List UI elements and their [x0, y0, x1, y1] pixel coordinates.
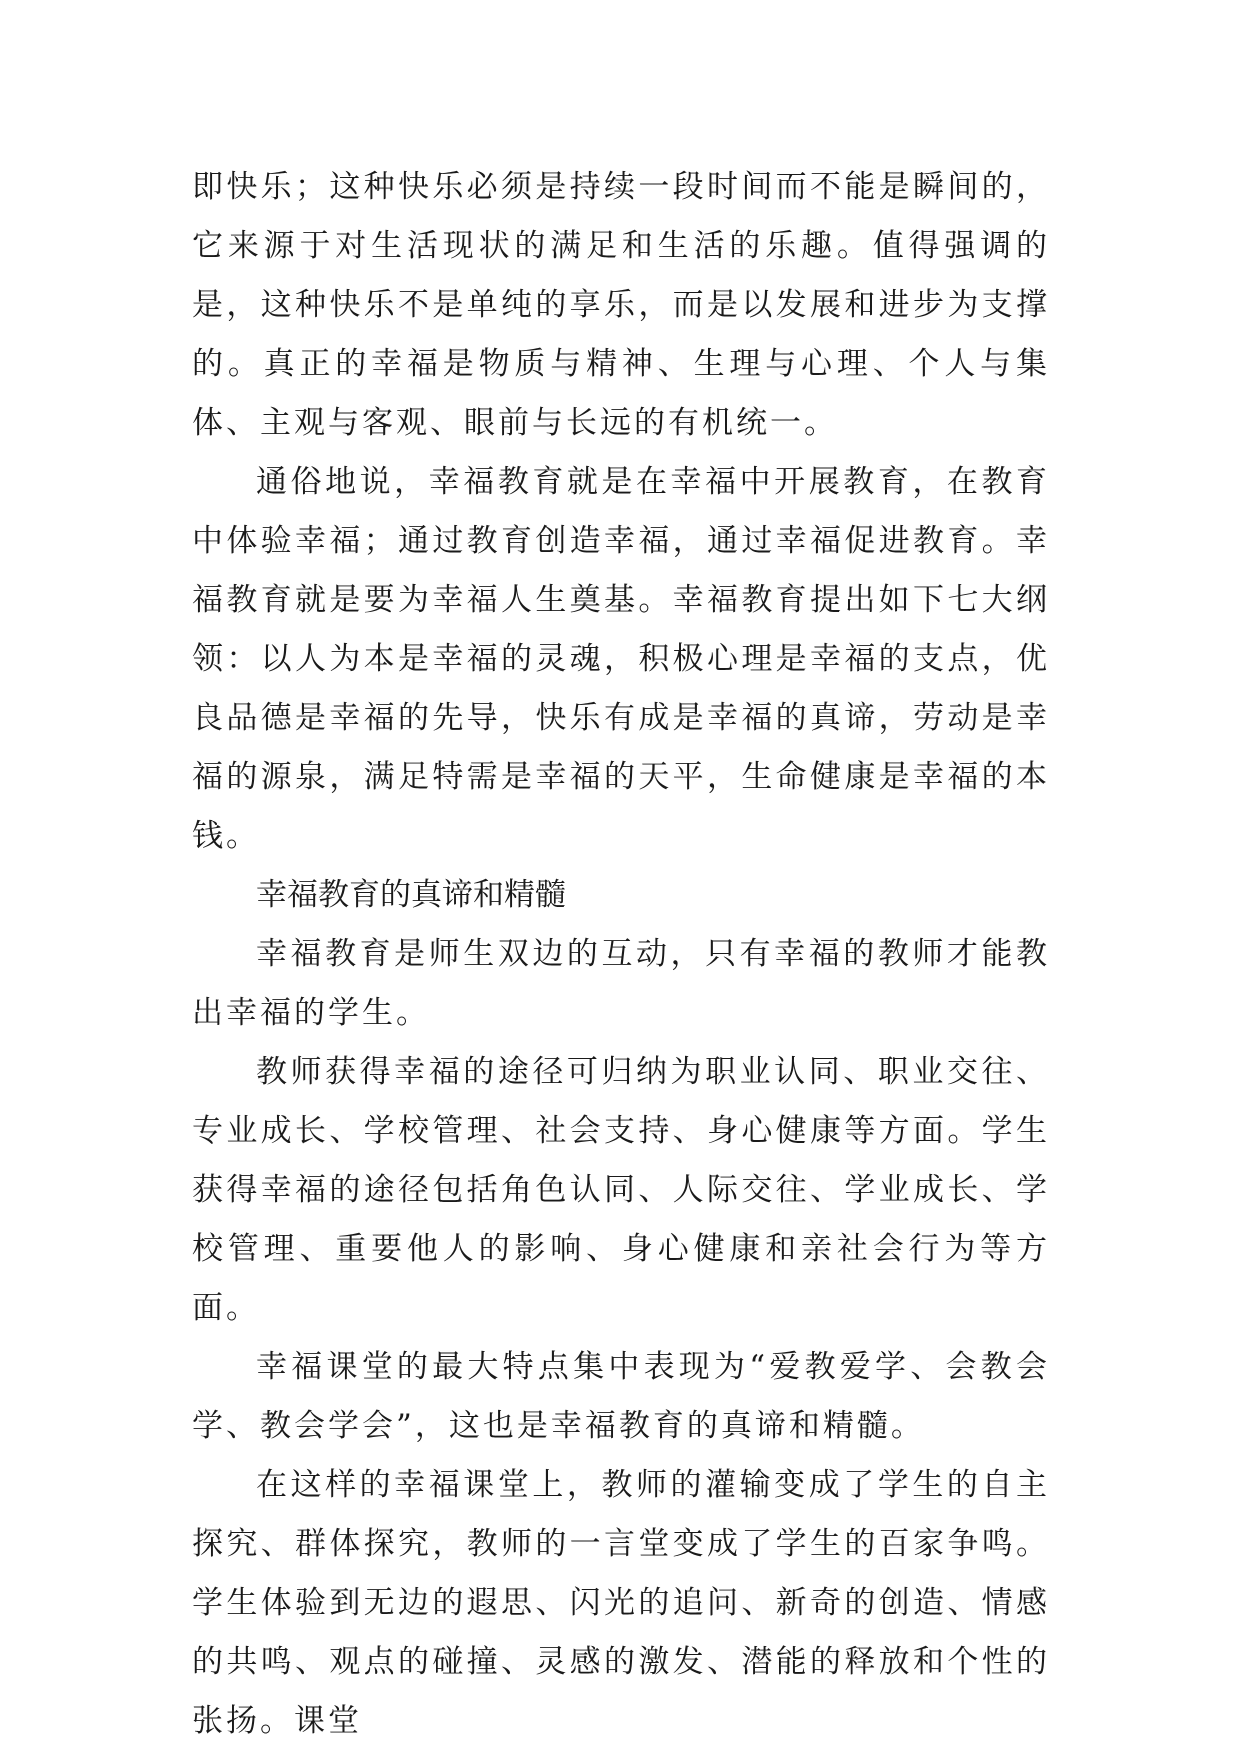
- paragraph-paths-to-happiness: 教师获得幸福的途径可归纳为职业认同、职业交往、专业成长、学校管理、社会支持、身心健康等方面。学生获得幸福的途径包括角色认同、人际交往、学业成长、学校管理、重要他人的影响、身心健康和亲社会行为等方面。: [192, 1054, 1050, 1326]
- paragraph-continuation: 即快乐；这种快乐必须是持续一段时间而不能是瞬间的，它来源于对生活现状的满足和生活的乐趣。值得强调的是，这种快乐不是单纯的享乐，而是以发展和进步为支撑的。真正的幸福是物质与精神、生理与心理、个人与集体、主观与客观、眼前与长远的有机统一。: [192, 169, 1050, 441]
- paragraph-happiness-education-definition: 通俗地说，幸福教育就是在幸福中开展教育，在教育中体验幸福；通过教育创造幸福，通过幸福促进教育。幸福教育就是要为幸福人生奠基。幸福教育提出如下七大纲领：以人为本是幸福的灵魂，积极心理是幸福的支点，优良品德是幸福的先导，快乐有成是幸福的真谛，劳动是幸福的源泉，满足特需是幸福的天平，生命健康是幸福的本钱。: [192, 464, 1050, 854]
- document-body: [192, 158, 1050, 1751]
- section-heading: 幸福教育的真谛和精髓: [256, 877, 566, 913]
- paragraph-happy-classroom: 幸福课堂的最大特点集中表现为“爱教爱学、会教会学、教会学会”，这也是幸福教育的真谛和精髓。: [192, 1349, 1050, 1444]
- paragraph-teacher-student-interaction: 幸福教育是师生双边的互动，只有幸福的教师才能教出幸福的学生。: [192, 936, 1050, 1031]
- paragraph-classroom-transformation: 在这样的幸福课堂上，教师的灌输变成了学生的自主探究、群体探究，教师的一言堂变成了学生的百家争鸣。学生体验到无边的遐思、闪光的追问、新奇的创造、情感的共鸣、观点的碰撞、灵感的激发、潜能的释放和个性的张扬。课堂: [192, 1467, 1050, 1739]
